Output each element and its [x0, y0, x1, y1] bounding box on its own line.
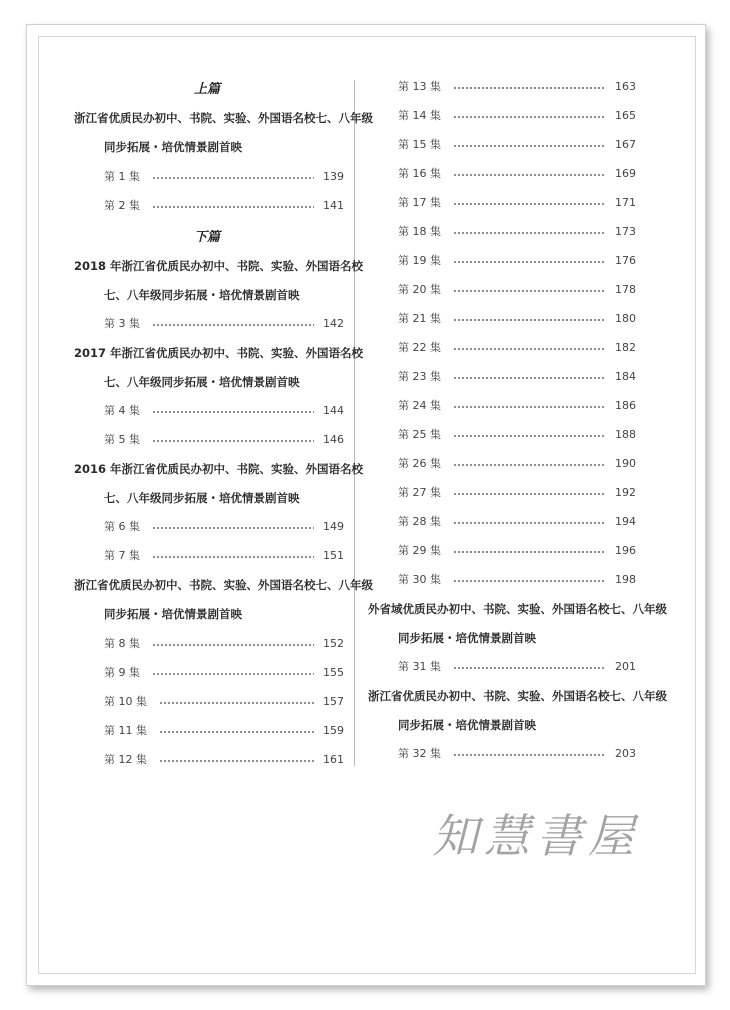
- entry-label: 第 20 集: [398, 283, 441, 296]
- page-number: 180: [615, 311, 636, 325]
- entry-label: 第 10 集: [104, 695, 147, 708]
- page-number: 163: [615, 79, 636, 93]
- entry-label: 第 28 集: [398, 515, 441, 528]
- entry-label: 第 29 集: [398, 544, 441, 557]
- dot-leader: [152, 527, 314, 529]
- entry-label: 第 24 集: [398, 399, 441, 412]
- dot-leader: [152, 440, 314, 442]
- section-desc-6a: 外省域优质民办初中、书院、实验、外国语名校七、八年级: [368, 602, 667, 616]
- entry-label: 第 14 集: [398, 109, 441, 122]
- entry-label: 第 21 集: [398, 312, 441, 325]
- entry-label: 第 30 集: [398, 573, 441, 586]
- page-number: 157: [323, 694, 344, 708]
- section-desc-4b: 七、八年级同步拓展・培优情景剧首映: [104, 491, 300, 505]
- page-number: 201: [615, 659, 636, 673]
- entry-label: 第 13 集: [398, 80, 441, 93]
- section-desc-5b: 同步拓展・培优情景剧首映: [104, 607, 242, 621]
- entry-label: 第 26 集: [398, 457, 441, 470]
- page-number: 198: [615, 572, 636, 586]
- entry-label: 第 27 集: [398, 486, 441, 499]
- toc-entry[interactable]: [104, 692, 344, 710]
- section-desc-1b: 同步拓展・培优情景剧首映: [104, 140, 242, 154]
- dot-leader: [453, 580, 606, 582]
- dot-leader: [453, 145, 606, 147]
- page-number: 159: [323, 723, 344, 737]
- toc-entry[interactable]: [398, 570, 636, 588]
- toc-entry[interactable]: [398, 483, 636, 501]
- page-number: 169: [615, 166, 636, 180]
- toc-entry[interactable]: [398, 512, 636, 530]
- toc-entry[interactable]: [104, 546, 344, 564]
- page-number: 194: [615, 514, 636, 528]
- page-number: 146: [323, 432, 344, 446]
- toc-entry[interactable]: [398, 454, 636, 472]
- page-number: 176: [615, 253, 636, 267]
- toc-entry[interactable]: [398, 367, 636, 385]
- toc-entry[interactable]: [104, 401, 344, 419]
- toc-entry[interactable]: [104, 663, 344, 681]
- toc-entry[interactable]: [398, 135, 636, 153]
- entry-label: 第 4 集: [104, 404, 140, 417]
- entry-label: 第 12 集: [104, 753, 147, 766]
- toc-entry[interactable]: [398, 251, 636, 269]
- dot-leader: [152, 206, 314, 208]
- toc-entry[interactable]: [398, 164, 636, 182]
- entry-label: 第 1 集: [104, 170, 140, 183]
- dot-leader: [453, 406, 606, 408]
- page-number: 196: [615, 543, 636, 557]
- entry-label: 第 32 集: [398, 747, 441, 760]
- page-number: 178: [615, 282, 636, 296]
- entry-label: 第 2 集: [104, 199, 140, 212]
- toc-entry[interactable]: [104, 314, 344, 332]
- dot-leader: [152, 673, 314, 675]
- page-number: 149: [323, 519, 344, 533]
- entry-label: 第 8 集: [104, 637, 140, 650]
- toc-entry[interactable]: [398, 280, 636, 298]
- dot-leader: [159, 731, 314, 733]
- dot-leader: [152, 177, 314, 179]
- entry-label: 第 23 集: [398, 370, 441, 383]
- page-number: 139: [323, 169, 344, 183]
- page-number: 155: [323, 665, 344, 679]
- toc-entry[interactable]: [398, 77, 636, 95]
- entry-label: 第 31 集: [398, 660, 441, 673]
- entry-label: 第 15 集: [398, 138, 441, 151]
- toc-entry[interactable]: [398, 309, 636, 327]
- dot-leader: [453, 348, 606, 350]
- toc-entry[interactable]: [398, 222, 636, 240]
- page-number: 165: [615, 108, 636, 122]
- dot-leader: [453, 319, 606, 321]
- column-divider: [354, 80, 355, 766]
- dot-leader: [453, 116, 606, 118]
- page-number: 141: [323, 198, 344, 212]
- dot-leader: [453, 232, 606, 234]
- entry-label: 第 17 集: [398, 196, 441, 209]
- toc-entry[interactable]: [104, 196, 344, 214]
- section-desc-3a: 2017 年浙江省优质民办初中、书院、实验、外国语名校: [74, 346, 364, 360]
- dot-leader: [159, 760, 314, 762]
- page-number: 144: [323, 403, 344, 417]
- entry-label: 第 7 集: [104, 549, 140, 562]
- section-desc-3b: 七、八年级同步拓展・培优情景剧首映: [104, 375, 300, 389]
- page-number: 142: [323, 316, 344, 330]
- page-number: 151: [323, 548, 344, 562]
- dot-leader: [453, 754, 606, 756]
- section-desc-2b: 七、八年级同步拓展・培优情景剧首映: [104, 288, 300, 302]
- dot-leader: [453, 87, 606, 89]
- dot-leader: [453, 261, 606, 263]
- toc-entry[interactable]: [104, 517, 344, 535]
- watermark: 知慧書屋: [432, 809, 640, 863]
- dot-leader: [453, 493, 606, 495]
- section-desc-6b: 同步拓展・培优情景剧首映: [398, 631, 536, 645]
- dot-leader: [152, 411, 314, 413]
- dot-leader: [152, 644, 314, 646]
- toc-entry[interactable]: [104, 634, 344, 652]
- part-one-title: 上篇: [194, 82, 221, 97]
- toc-entry[interactable]: [104, 750, 344, 768]
- section-desc-4a: 2016 年浙江省优质民办初中、书院、实验、外国语名校: [74, 462, 364, 476]
- toc-entry[interactable]: [104, 430, 344, 448]
- page-number: 192: [615, 485, 636, 499]
- dot-leader: [453, 464, 606, 466]
- entry-label: 第 22 集: [398, 341, 441, 354]
- entry-label: 第 9 集: [104, 666, 140, 679]
- dot-leader: [453, 551, 606, 553]
- entry-label: 第 3 集: [104, 317, 140, 330]
- page-number: 203: [615, 746, 636, 760]
- page-number: 184: [615, 369, 636, 383]
- toc-entry[interactable]: [398, 541, 636, 559]
- entry-label: 第 5 集: [104, 433, 140, 446]
- toc-entry[interactable]: [398, 106, 636, 124]
- toc-entry[interactable]: [104, 721, 344, 739]
- section-desc-2a: 2018 年浙江省优质民办初中、书院、实验、外国语名校: [74, 259, 364, 273]
- part-two-title: 下篇: [194, 230, 221, 245]
- toc-entry[interactable]: [398, 744, 636, 762]
- toc-entry[interactable]: [398, 657, 636, 675]
- entry-label: 第 18 集: [398, 225, 441, 238]
- page-number: 190: [615, 456, 636, 470]
- page-number: 173: [615, 224, 636, 238]
- page-number: 188: [615, 427, 636, 441]
- section-desc-5a: 浙江省优质民办初中、书院、实验、外国语名校七、八年级: [74, 578, 373, 592]
- toc-entry[interactable]: [398, 193, 636, 211]
- dot-leader: [453, 174, 606, 176]
- dot-leader: [453, 377, 606, 379]
- page-number: 182: [615, 340, 636, 354]
- page-number: 186: [615, 398, 636, 412]
- dot-leader: [152, 324, 314, 326]
- entry-label: 第 16 集: [398, 167, 441, 180]
- dot-leader: [453, 203, 606, 205]
- page-number: 161: [323, 752, 344, 766]
- dot-leader: [453, 667, 606, 669]
- toc-entry[interactable]: [398, 425, 636, 443]
- dot-leader: [453, 522, 606, 524]
- entry-label: 第 19 集: [398, 254, 441, 267]
- entry-label: 第 6 集: [104, 520, 140, 533]
- dot-leader: [453, 435, 606, 437]
- dot-leader: [152, 556, 314, 558]
- entry-label: 第 11 集: [104, 724, 147, 737]
- section-desc-1a: 浙江省优质民办初中、书院、实验、外国语名校七、八年级: [74, 111, 373, 125]
- dot-leader: [453, 290, 606, 292]
- toc-entry[interactable]: [398, 338, 636, 356]
- toc-entry[interactable]: [104, 167, 344, 185]
- section-desc-7a: 浙江省优质民办初中、书院、实验、外国语名校七、八年级: [368, 689, 667, 703]
- page-number: 152: [323, 636, 344, 650]
- dot-leader: [159, 702, 314, 704]
- page-number: 167: [615, 137, 636, 151]
- toc-entry[interactable]: [398, 396, 636, 414]
- page-number: 171: [615, 195, 636, 209]
- section-desc-7b: 同步拓展・培优情景剧首映: [398, 718, 536, 732]
- entry-label: 第 25 集: [398, 428, 441, 441]
